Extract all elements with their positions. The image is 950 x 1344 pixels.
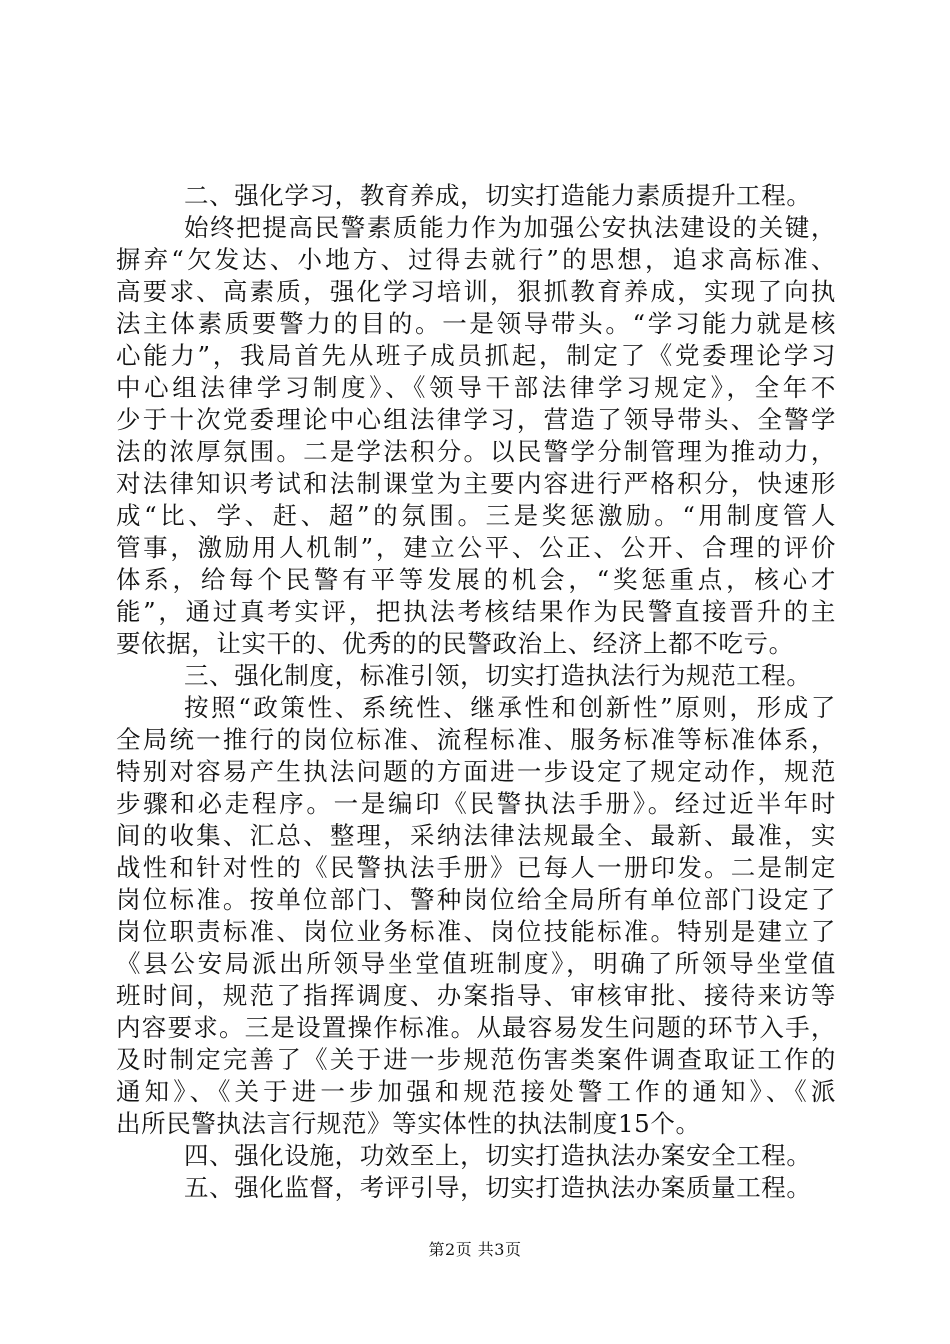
section-heading-5: 五、强化监督，考评引导，切实打造执法办案质量工程。	[184, 1173, 812, 1202]
paragraph-line: 岗位标准。按单位部门、警种岗位给全局所有单位部门设定了	[116, 885, 836, 914]
paragraph-line: 法的浓厚氛围。二是学法积分。以民警学分制管理为推动力，	[116, 437, 836, 466]
paragraph-line: 始终把提高民警素质能力作为加强公安执法建设的关键，	[184, 213, 836, 242]
paragraph-line: 出所民警执法言行规范》等实体性的执法制度15个。	[116, 1109, 701, 1138]
paragraph-line: 班时间，规范了指挥调度、办案指导、审核审批、接待来访等	[116, 981, 836, 1010]
document-body	[116, 180, 836, 1204]
paragraph-line: 内容要求。三是设置操作标准。从最容易发生问题的环节入手，	[116, 1013, 836, 1042]
paragraph-line: 心能力”，我局首先从班子成员抓起，制定了《党委理论学习	[116, 341, 836, 370]
paragraph-line: 少于十次党委理论中心组法律学习，营造了领导带头、全警学	[116, 405, 836, 434]
paragraph-line: 对法律知识考试和法制课堂为主要内容进行严格积分，快速形	[116, 469, 836, 498]
paragraph-line: 通知》、《关于进一步加强和规范接处警工作的通知》、《派	[116, 1077, 836, 1106]
paragraph-line: 及时制定完善了《关于进一步规范伤害类案件调查取证工作的	[116, 1045, 836, 1074]
paragraph-line: 要依据，让实干的、优秀的的民警政治上、经济上都不吃亏。	[116, 629, 794, 658]
paragraph-line: 中心组法律学习制度》、《领导干部法律学习规定》，全年不	[116, 373, 836, 402]
paragraph-line: 步骤和必走程序。一是编印《民警执法手册》。经过近半年时	[116, 789, 836, 818]
section-heading-3: 三、强化制度，标准引领，切实打造执法行为规范工程。	[184, 661, 812, 690]
paragraph-line: 全局统一推行的岗位标准、流程标准、服务标准等标准体系，	[116, 725, 836, 754]
section-heading-2: 二、强化学习，教育养成，切实打造能力素质提升工程。	[184, 181, 812, 210]
paragraph-line: 体系，给每个民警有平等发展的机会，“奖惩重点，核心才	[116, 565, 836, 594]
paragraph-line: 能”，通过真考实评，把执法考核结果作为民警直接晋升的主	[116, 597, 836, 626]
paragraph-line: 管事，激励用人机制”，建立公平、公正、公开、合理的评价	[116, 533, 836, 562]
paragraph-line: 《县公安局派出所领导坐堂值班制度》，明确了所领导坐堂值	[116, 949, 836, 978]
page-footer: 第2页 共3页	[428, 1240, 522, 1259]
paragraph-line: 摒弃“欠发达、小地方、过得去就行”的思想，追求高标准、	[116, 245, 836, 274]
paragraph-line: 特别对容易产生执法问题的方面进一步设定了规定动作，规范	[116, 757, 836, 786]
paragraph-line: 高要求、高素质，强化学习培训，狠抓教育养成，实现了向执	[116, 277, 836, 306]
paragraph-line: 岗位职责标准、岗位业务标准、岗位技能标准。特别是建立了	[116, 917, 836, 946]
section-heading-4: 四、强化设施，功效至上，切实打造执法办案安全工程。	[184, 1141, 812, 1170]
paragraph-line: 间的收集、汇总、整理，采纳法律法规最全、最新、最准，实	[116, 821, 836, 850]
paragraph-line: 按照“政策性、系统性、继承性和创新性”原则，形成了	[184, 693, 836, 722]
paragraph-line: 战性和针对性的《民警执法手册》已每人一册印发。二是制定	[116, 853, 836, 882]
paragraph-line: 法主体素质要警力的目的。一是领导带头。“学习能力就是核	[116, 309, 836, 338]
paragraph-line: 成“比、学、赶、超”的氛围。三是奖惩激励。“用制度管人	[116, 501, 836, 530]
